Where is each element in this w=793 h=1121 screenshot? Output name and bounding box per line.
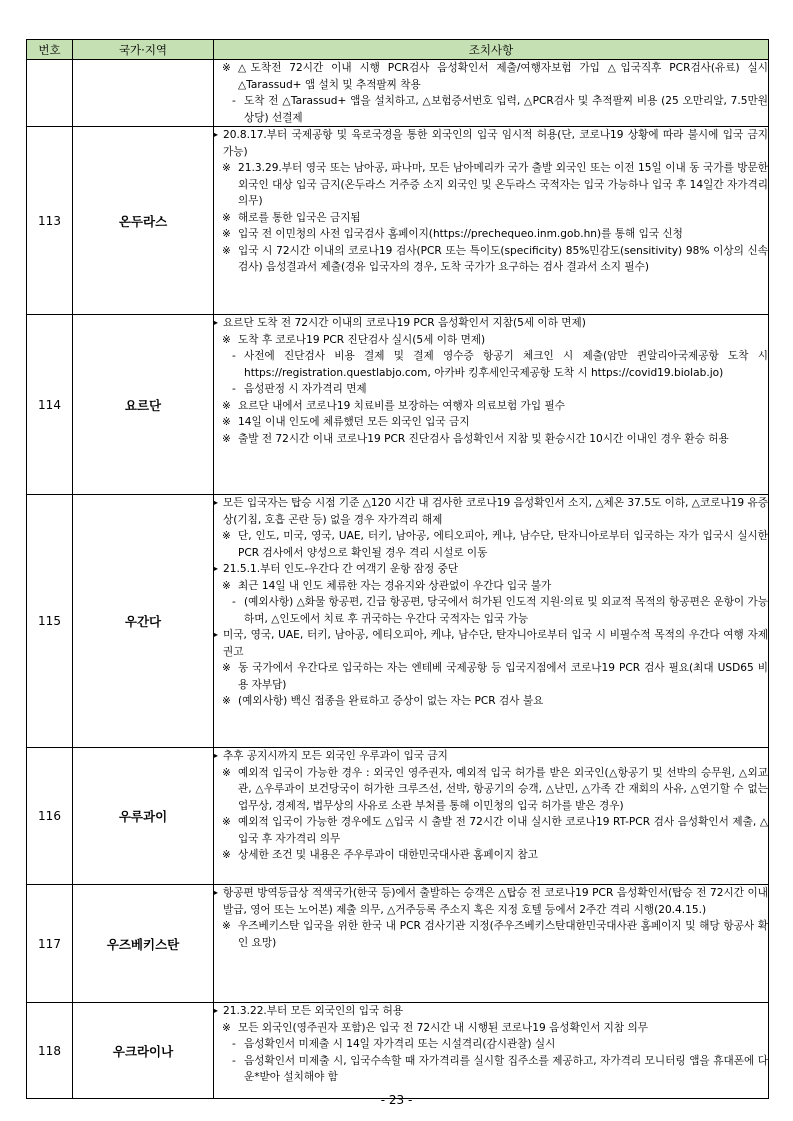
measure-text: 14일 이내 인도에 체류했던 모든 외국인 입국 금지 (238, 416, 470, 428)
measure-text: 모든 외국인(영주권자 포함)은 입국 전 72시간 내 시행된 코로나19 음성확인서 지참 의무 (238, 1021, 648, 1034)
entry-measures-table (26, 39, 769, 1099)
measures-cell (214, 748, 769, 885)
measure-line (214, 561, 768, 578)
country-name (73, 60, 214, 127)
bullet-marker: ※ (222, 766, 231, 779)
measure-text: 상세한 조건 및 내용은 주우루과이 대한민국대사관 홈페이지 참고 (238, 849, 538, 861)
measure-text: 사전에 진단검사 비용 결제 및 결제 영수증 항공기 체크인 시 제출(암만 퀸알리아국제공항 도착 시 https://registration.questlabjo.com, 아카바 킹후세인국제공항 도착 시 https://covid19.biolab.jo) (244, 350, 768, 379)
measure-line (214, 594, 768, 627)
country-name: 우크라이나 (73, 1003, 214, 1099)
bullet-marker: ※ (222, 333, 231, 346)
measure-line (214, 627, 768, 660)
bullet-marker: ▸ (214, 564, 219, 573)
row-number: 114 (27, 315, 73, 495)
measure-text: 요르단 도착 전 72시간 이내의 코로나19 PCR 음성확인서 지참(5세 이하 면제) (223, 317, 586, 329)
bullet-marker: ※ (222, 162, 231, 174)
measure-text: 도착 전 △Tarassud+ 앱을 설치하고, △보험증서번호 입력, △PCR검사 및 추적팔찌 비용 (25 오만리알, 7.5만원 상당) 선결제 (244, 95, 768, 124)
bullet-marker: ※ (222, 849, 231, 861)
bullet-marker: ▸ (214, 318, 219, 327)
bullet-marker: ※ (222, 62, 231, 74)
bullet-marker: ▸ (214, 751, 219, 760)
measure-line (214, 398, 768, 415)
measure-line (214, 765, 768, 815)
measure-text: △도착전 72시간 이내 시행 PCR검사 음성확인서 제출/여행자보험 가입 △입국직후 PCR검사(유료) 실시 △Tarassud+ 앱 설치 및 추적팔찌 착용 (238, 62, 768, 91)
measure-text: 예외적 입국이 가능한 경우에도 △입국 시 출발 전 72시간 이내 실시한 코로나19 RT-PCR 검사 음성확인서 제출, △입국 후 자가격리 의무 (238, 816, 768, 845)
bullet-marker: - (232, 350, 236, 362)
measure-text: 항공편 방역등급상 적색국가(한국 등)에서 출발하는 승객은 △탑승 전 코로나19 PCR 음성확인서(탑승 전 72시간 이내 발급, 영어 또는 노어본) 제출 의무, △거주등록 주소지 혹은 지정 호텔 등에서 2주간 격리 시행(20.4.15.) (223, 887, 768, 916)
measure-line (214, 847, 768, 864)
measure-text: 21.3.29.부터 영국 또는 남아공, 파나마, 모든 남아메리카 국가 출발 외국인 또는 이전 15일 이내 동 국가를 방문한 외국인 대상 입국 금지(온두라스 거주증 소지 외국인 및 온두라스 국적자는 입국 가능하나 입국 후 14일간 자가격리 의무) (238, 162, 768, 207)
measure-text: 음성확인서 미제출 시 14일 자가격리 또는 시설격리(감시관찰) 실시 (244, 1038, 556, 1050)
measure-line (214, 1020, 768, 1037)
row-number: 113 (27, 127, 73, 315)
bullet-marker: ▸ (214, 498, 219, 507)
measure-line (214, 660, 768, 693)
country-name: 온두라스 (73, 127, 214, 315)
measure-text: 미국, 영국, UAE, 터키, 남아공, 에티오피아, 케냐, 남수단, 탄자니아로부터 입국 시 비필수적 목적의 우간다 여행 자제 권고 (223, 629, 768, 658)
row-number (27, 60, 73, 127)
measure-text: 단, 인도, 미국, 영국, UAE, 터키, 남아공, 에티오피아, 케냐, 남수단, 탄자니아로부터 입국하는 자가 입국시 실시한 PCR 검사에서 양성으로 확인될 경우 격리 시설로 이동 (238, 530, 768, 559)
measure-line (214, 1036, 768, 1053)
header-measures: 조치사항 (214, 40, 769, 60)
table-row (27, 315, 769, 495)
measures-cell (214, 495, 769, 748)
bullet-marker: ※ (222, 579, 231, 592)
row-number: 116 (27, 748, 73, 885)
measure-line (214, 814, 768, 847)
measure-text: 21.5.1.부터 인도-우간다 간 여객기 운항 잠정 중단 (223, 563, 459, 575)
measure-line (214, 210, 768, 227)
bullet-marker: - (232, 383, 236, 395)
measures-cell (214, 1003, 769, 1099)
measure-line (214, 226, 768, 243)
measure-text: 우즈베키스탄 입국을 위한 한국 내 PCR 검사기관 지정(주우즈베키스탄대한민국대사관 홈페이지 및 해당 항공사 확인 요망) (238, 920, 768, 949)
table-row (27, 60, 769, 127)
bullet-marker: - (232, 596, 236, 608)
bullet-marker: ※ (222, 416, 231, 428)
measure-line (214, 332, 768, 349)
header-country: 국가·지역 (73, 40, 214, 60)
bullet-marker: - (232, 95, 236, 107)
bullet-marker: ※ (222, 530, 231, 542)
measure-text: (예외사항) 백신 접종을 완료하고 증상이 없는 자는 PCR 검사 불요 (238, 695, 544, 707)
measure-line (214, 243, 768, 276)
measure-text: (예외사항) △화물 항공편, 긴급 항공편, 당국에서 허가된 인도적 지원·의료 및 외교적 목적의 항공편은 운항이 가능하며, △인도에서 치료 후 귀국하는 우간다 국적자는 입국 가능 (244, 596, 768, 625)
measure-line (214, 160, 768, 210)
measure-line (214, 60, 768, 93)
measure-line (214, 93, 768, 126)
measure-text: 출발 전 72시간 이내 코로나19 PCR 진단검사 음성확인서 지참 및 환승시간 10시간 이내인 경우 환승 허용 (238, 432, 729, 445)
measure-line (214, 315, 768, 332)
measure-line (214, 414, 768, 431)
country-name: 우간다 (73, 495, 214, 748)
measure-text: 입국 시 72시간 이내의 코로나19 검사(PCR 또는 특이도(specificity) 85%민감도(sensitivity) 98% 이상의 신속검사) 음성결과서 제출(경유 입국자의 경우, 도착 국가가 요구하는 검사 결과서 소지 필수) (238, 244, 768, 273)
row-number: 117 (27, 885, 73, 1003)
measure-text: 예외적 입국이 가능한 경우 : 외국인 영주권자, 예외적 입국 허가를 받은 외국인(△항공기 및 선박의 승무원, △외교관, △우루과이 보건당국이 허가한 크루즈선, 선박, 항공기의 승객, △난민, △가족 간 재회의 사유, △연기할 수 없는 업무상, 경제적, 법무상의 사유로 소관 부처를 통해 이민청의 입국 허가를 받은 경우) (238, 766, 768, 812)
measures-cell (214, 315, 769, 495)
measure-line (214, 431, 768, 448)
country-name: 요르단 (73, 315, 214, 495)
bullet-marker: ▸ (214, 888, 219, 897)
table-row (27, 748, 769, 885)
bullet-marker: - (232, 1054, 236, 1067)
measure-line (214, 1053, 768, 1086)
table-row (27, 1003, 769, 1099)
measure-line (214, 381, 768, 398)
header-number: 번호 (27, 40, 73, 60)
bullet-marker: ※ (222, 244, 231, 257)
measure-text: 추후 공지시까지 모든 외국인 우루과이 입국 금지 (223, 750, 448, 762)
measure-text: 요르단 내에서 코로나19 치료비를 보장하는 여행자 의료보험 가입 필수 (238, 399, 565, 412)
bullet-marker: ▸ (214, 630, 219, 639)
country-name: 우즈베키스탄 (73, 885, 214, 1003)
measure-text: 최근 14일 내 인도 체류한 자는 경유지와 상관없이 우간다 입국 불가 (238, 579, 552, 592)
measure-line (214, 528, 768, 561)
measure-line (214, 918, 768, 951)
measure-line (214, 495, 768, 528)
bullet-marker: ※ (222, 816, 231, 828)
table-row (27, 495, 769, 748)
measure-text: 음성판정 시 자가격리 면제 (244, 383, 367, 395)
measure-text: 21.3.22.부터 모든 외국인의 입국 허용 (223, 1005, 404, 1017)
measure-line (214, 127, 768, 160)
bullet-marker: ▸ (214, 1006, 219, 1015)
measure-text: 20.8.17.부터 국제공항 및 육로국경을 통한 외국인의 입국 임시적 허용(단, 코로나19 상황에 따라 불시에 입국 금지 가능) (223, 129, 768, 158)
bullet-marker: ※ (222, 662, 231, 674)
bullet-marker: ※ (222, 1021, 231, 1034)
bullet-marker: ※ (222, 920, 231, 932)
measure-text: 음성확인서 미제출 시, 입국수속할 때 자가격리를 실시할 집주소를 제공하고, 자가격리 모니터링 앱을 휴대폰에 다운*받아 설치해야 함 (244, 1054, 768, 1083)
measures-cell (214, 60, 769, 127)
bullet-marker: - (232, 1038, 236, 1050)
table-row (27, 127, 769, 315)
bullet-marker: ※ (222, 211, 231, 224)
measure-line (214, 885, 768, 918)
measures-cell (214, 127, 769, 315)
measures-cell (214, 885, 769, 1003)
bullet-marker: ※ (222, 228, 231, 240)
measure-line (214, 1003, 768, 1020)
bullet-marker: ※ (222, 399, 231, 412)
page-number: - 23 - (380, 1093, 413, 1107)
measure-text: 모든 입국자는 탑승 시점 기준 △120 시간 내 검사한 코로나19 음성확인서 소지, △체온 37.5도 이하, △코로나19 유증상(기침, 호흡 곤란 등) 없을 경우 자가격리 해제 (223, 497, 768, 526)
bullet-marker: ▸ (214, 130, 219, 139)
measure-text: 해로를 통한 입국은 금지됨 (238, 211, 361, 224)
row-number: 115 (27, 495, 73, 748)
measure-line (214, 348, 768, 381)
measure-text: 입국 전 이민청의 사전 입국검사 홈페이지(https://prechequeo.inm.gob.hn)를 통해 입국 신청 (238, 228, 683, 240)
measure-line (214, 693, 768, 710)
row-number: 118 (27, 1003, 73, 1099)
bullet-marker: ※ (222, 432, 231, 445)
measure-text: 동 국가에서 우간다로 입국하는 자는 엔테베 국제공항 등 입국지점에서 코로나19 PCR 검사 필요(최대 USD65 비용 자부담) (238, 662, 768, 691)
country-name: 우루과이 (73, 748, 214, 885)
table-row (27, 885, 769, 1003)
measure-text: 도착 후 코로나19 PCR 진단검사 실시(5세 이하 면제) (238, 333, 486, 346)
table-header-row (27, 40, 769, 60)
measure-line (214, 578, 768, 595)
measure-line (214, 748, 768, 765)
bullet-marker: ※ (222, 695, 231, 707)
